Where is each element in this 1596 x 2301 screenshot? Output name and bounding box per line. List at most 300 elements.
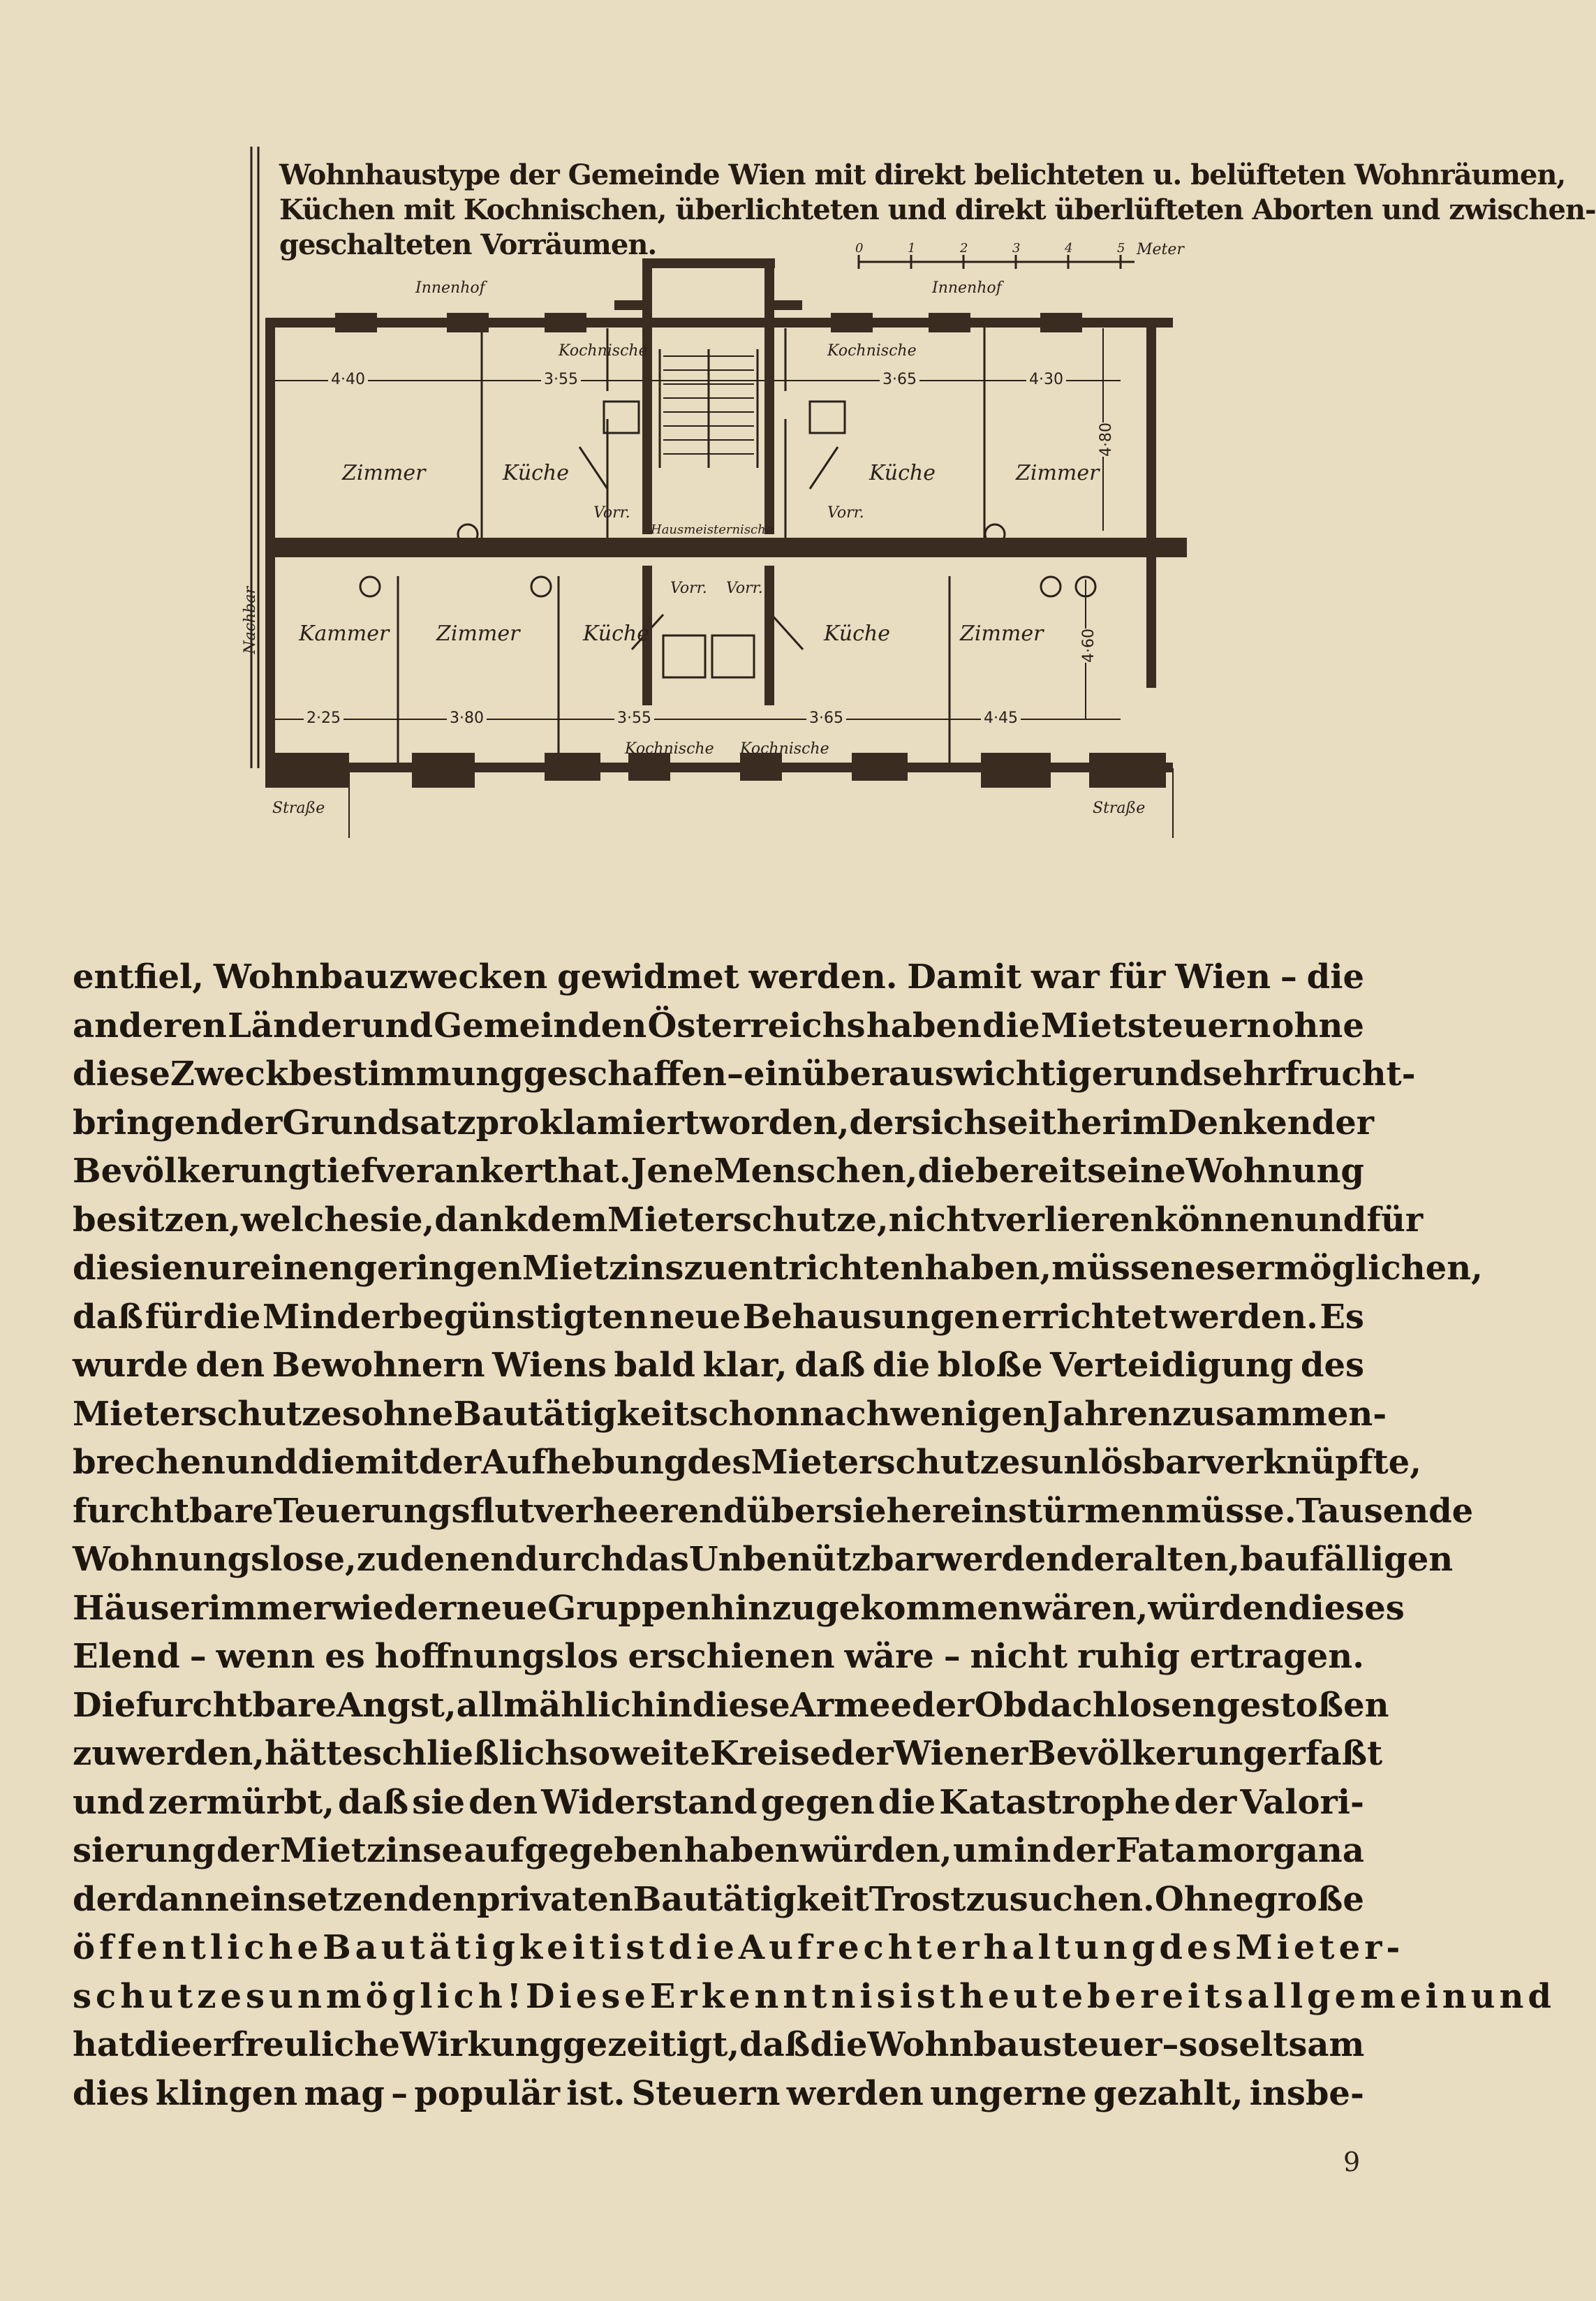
text-word: den (468, 1782, 538, 1822)
text-word: im (1119, 1103, 1168, 1142)
text-word: schon (689, 1394, 800, 1434)
text-word: Damit (907, 957, 1022, 997)
figure-caption-line: geschalteten Vorräumen. (279, 228, 657, 261)
text-word: es (1195, 1249, 1235, 1288)
text-word: die (297, 1443, 355, 1482)
text-word: nur (183, 1249, 250, 1288)
room-kueche-bottom-right: Küche (824, 622, 890, 646)
text-word: und (1470, 1976, 1556, 2016)
text-word: ermöglichen, (1234, 1249, 1483, 1288)
text-line (73, 1585, 1405, 1633)
text-word: ein (743, 1054, 802, 1094)
text-word: werden, (116, 1734, 265, 1773)
text-word: müsse. (1165, 1491, 1296, 1531)
text-word: hätte (265, 1734, 363, 1773)
dimension-label: 2·25 (304, 710, 343, 727)
text-word: dank (434, 1200, 528, 1240)
text-word: sich (911, 1103, 989, 1142)
text-word: eine (1106, 1152, 1186, 1191)
text-word: zermürbt, (148, 1782, 334, 1822)
text-word: daß (338, 1782, 409, 1822)
text-word: die (134, 2025, 192, 2064)
text-line (73, 1633, 1364, 1682)
text-word: besitzen, (73, 1200, 241, 1240)
text-word: Bautätigkeit (633, 1879, 869, 1919)
text-word: Gruppen (547, 1588, 711, 1628)
text-word: verheerend (534, 1491, 747, 1531)
text-word: schutzes (73, 1976, 269, 2016)
text-word: die (872, 1346, 931, 1385)
text-word: sie (130, 1249, 184, 1288)
text-word: überaus (801, 1054, 954, 1094)
text-word: des (1300, 1346, 1364, 1385)
text-word: können (1154, 1200, 1294, 1240)
text-word: einsetzenden (228, 1879, 477, 1919)
dimension-label: 3·55 (541, 371, 581, 388)
text-word: Mieterschutzes (73, 1394, 361, 1434)
text-word: Gemeinden (434, 1006, 647, 1045)
text-line (73, 953, 1364, 1002)
text-word: nach (799, 1394, 891, 1434)
dimension-label: 4·40 (328, 371, 368, 388)
text-word: daß (795, 1346, 866, 1385)
dimension-label: 4·60 (1077, 628, 1100, 663)
text-word: – (189, 1637, 207, 1676)
text-word: Mietsteuern (1040, 1006, 1271, 1045)
text-word: erfreuliche (191, 2025, 400, 2064)
text-word: geringen (353, 1249, 522, 1288)
text-word: Denken (1167, 1103, 1312, 1142)
text-line (73, 1390, 1387, 1439)
text-word: verankert (375, 1152, 558, 1191)
scale-tick: 4 (1065, 241, 1073, 256)
text-word: ertragen. (1189, 1637, 1364, 1676)
text-word: der (849, 1103, 912, 1142)
text-word: und (1130, 1054, 1203, 1094)
text-line (73, 1487, 1474, 1536)
text-line (73, 1244, 1483, 1293)
text-word: mag (304, 2073, 385, 2113)
text-word: zu (684, 1249, 727, 1288)
text-word: Es (1320, 1297, 1364, 1337)
text-word: wichtiger (953, 1054, 1131, 1094)
text-word: – (1162, 2025, 1179, 2064)
text-word: insbe- (1249, 2073, 1364, 2113)
text-word: die (203, 1297, 261, 1337)
figure-caption-line: Wohnhaustype der Gemeinde Wien mit direkt belichteten u. belüfteten Wohnräumen, (279, 159, 1566, 191)
text-word: Obdachlosen (974, 1685, 1217, 1725)
text-word: Mieterschutzes (751, 1443, 1040, 1482)
text-word: Jene (630, 1152, 714, 1191)
text-word: die (668, 1928, 739, 1967)
text-word: furchtbare (135, 1685, 337, 1725)
text-word: dieses (1287, 1588, 1405, 1628)
text-word: hinzugekommen (710, 1588, 1023, 1628)
text-word: Wohnungslose, (73, 1540, 357, 1579)
text-word: – (1280, 957, 1297, 997)
text-word: Wohnbauzwecken (213, 957, 548, 997)
text-word: gewidmet (557, 957, 739, 997)
text-word: der (1051, 1831, 1115, 1870)
room-kueche-top-right: Küche (869, 461, 936, 485)
text-word: Diese (525, 1976, 650, 2016)
text-word: ruhig (1077, 1637, 1180, 1676)
text-word: die (982, 1006, 1040, 1045)
text-word: Tausende (1296, 1491, 1474, 1531)
text-line (73, 1682, 1389, 1730)
text-word: die (917, 1152, 975, 1191)
text-word: Katastrophe (939, 1782, 1171, 1822)
text-line (73, 1924, 1405, 1973)
text-word: baufälligen (1240, 1540, 1454, 1579)
text-word: allgemein (1247, 1976, 1471, 2016)
text-word: und (360, 1006, 433, 1045)
text-word: der (73, 1879, 135, 1919)
text-word: brechen (73, 1443, 226, 1482)
text-word: die (878, 1782, 936, 1822)
vorraum-label: Vorr. (670, 580, 707, 597)
text-line (73, 1341, 1364, 1390)
text-word: Österreichs (647, 1006, 866, 1045)
text-word: zu (966, 1879, 1010, 1919)
page-number: 9 (1343, 2147, 1361, 2177)
room-kueche-top-left: Küche (503, 461, 569, 485)
text-word: wäre (844, 1637, 934, 1676)
text-line (73, 2021, 1364, 2070)
hausmeisternische-label: Hausmeisternische (651, 522, 774, 537)
text-word: welche (240, 1200, 370, 1240)
text-word: neue (649, 1297, 741, 1337)
text-word: haben (866, 1006, 982, 1045)
text-word: hereinstürmen (886, 1491, 1166, 1531)
text-word: hat. (557, 1152, 631, 1191)
text-line (73, 1050, 1416, 1099)
text-word: – (943, 1637, 961, 1676)
text-word: würden (1148, 1588, 1288, 1628)
text-word: und (73, 1782, 145, 1822)
text-word: seltsam (1220, 2025, 1365, 2064)
text-word: Wohnung (1185, 1152, 1364, 1191)
text-line (73, 1002, 1364, 1051)
text-word: zu (356, 1540, 400, 1579)
text-word: erfaßt (1266, 1734, 1383, 1773)
text-word: dann (135, 1879, 229, 1919)
text-word: seither (988, 1103, 1120, 1142)
text-word: Angst, (337, 1685, 457, 1725)
text-word: Aufhebung (481, 1443, 688, 1482)
text-word: sie (833, 1491, 887, 1531)
text-word: der (1070, 1540, 1133, 1579)
dimension-label: 4·30 (1026, 371, 1066, 388)
text-word: wieder (330, 1588, 457, 1628)
text-word: in (1014, 1831, 1051, 1870)
room-zimmer-top-right: Zimmer (1016, 461, 1100, 485)
text-word: sie (412, 1782, 465, 1822)
text-word: Mietzinse (279, 1831, 463, 1870)
text-word: einen (249, 1249, 354, 1288)
text-word: Kreise (709, 1734, 832, 1773)
text-word: Bevölkerung (1028, 1734, 1266, 1773)
text-word: weite (610, 1734, 710, 1773)
text-word: die (1306, 957, 1364, 997)
text-word: neue (456, 1588, 548, 1628)
text-word: unlösbar (1039, 1443, 1205, 1482)
text-word: – (391, 2073, 408, 2113)
text-word: furchtbare (73, 1491, 274, 1531)
text-word: errichtet (1001, 1297, 1168, 1337)
text-word: Menschen, (714, 1152, 918, 1191)
text-word: nicht (888, 1200, 987, 1240)
text-word: Bautätigkeit (323, 1928, 609, 1967)
scale-tick: 0 (855, 241, 864, 256)
text-line (73, 1536, 1454, 1585)
text-word: bereits (975, 1152, 1107, 1191)
text-word: so (569, 1734, 611, 1773)
text-word: aufgegeben (464, 1831, 684, 1870)
text-word: Widerstand (541, 1782, 758, 1822)
text-word: der (216, 1831, 279, 1870)
text-word: Minderbegünstigten (262, 1297, 648, 1337)
strasse-right-label: Straße (1093, 800, 1146, 817)
figure-caption (279, 158, 1596, 263)
text-word: für (1366, 1200, 1424, 1240)
text-word: hoffnungslos (374, 1637, 619, 1676)
text-word: Mietzins (522, 1249, 684, 1288)
text-word: werden. (1169, 1297, 1318, 1337)
text-word: suchen. (1009, 1879, 1155, 1919)
text-word: Fata (1115, 1831, 1197, 1870)
text-word: heute (959, 1976, 1088, 2016)
text-word: für (145, 1297, 202, 1337)
text-word: ist (609, 1928, 669, 1967)
scale-tick: 1 (908, 241, 916, 256)
dimension-label: 3·65 (880, 371, 919, 388)
text-word: morgana (1197, 1831, 1364, 1870)
text-word: Häuser (73, 1588, 209, 1628)
text-word: hat (73, 2025, 135, 2064)
text-word: verknüpfte, (1204, 1443, 1421, 1482)
text-word: gezahlt, (1093, 2073, 1243, 2113)
text-word: so (1178, 2025, 1220, 2064)
text-word: es (325, 1637, 365, 1676)
text-word: Wirkung (399, 2025, 563, 2064)
text-word: des (1159, 1928, 1236, 1967)
text-word: unmöglich! (269, 1976, 526, 2016)
text-word: Steuern (631, 2073, 781, 2113)
text-line (73, 1147, 1364, 1196)
text-word: große (1254, 1879, 1364, 1919)
text-line (73, 1196, 1424, 1245)
text-word: über (746, 1491, 834, 1531)
text-line (73, 1876, 1364, 1925)
text-line (73, 1730, 1383, 1779)
text-word: wenn (216, 1637, 316, 1676)
text-word: Mieter- (1235, 1928, 1405, 1967)
text-word: würden, (800, 1831, 952, 1870)
text-word: öffentliche (73, 1928, 323, 1967)
text-word: sehr (1202, 1054, 1285, 1094)
text-word: diese (73, 1054, 170, 1094)
text-word: der (1311, 1103, 1375, 1142)
text-word: gegen (760, 1782, 875, 1822)
dimension-label: 4·45 (981, 710, 1021, 727)
text-word: den (195, 1346, 265, 1385)
innenhof-left-label: Innenhof (415, 279, 485, 297)
text-word: frucht- (1285, 1054, 1416, 1094)
text-word: Wien (1175, 957, 1271, 997)
text-word: Aufrechterhaltung (738, 1928, 1160, 1967)
text-line (73, 1973, 1556, 2022)
text-line (73, 1779, 1364, 1828)
vorraum-label: Vorr. (726, 580, 763, 597)
text-word: Ohne (1154, 1879, 1255, 1919)
text-word: Bewohnern (272, 1346, 485, 1385)
text-word: ist. (566, 2073, 626, 2113)
text-word: Bevölkerung (73, 1152, 311, 1191)
text-word: ist (899, 1976, 960, 2016)
text-word: dem (527, 1200, 607, 1240)
text-word: Wiens (492, 1346, 607, 1385)
text-word: durch (515, 1540, 626, 1579)
text-word: ohne (360, 1394, 454, 1434)
text-line (73, 1439, 1421, 1487)
room-zimmer-top-left: Zimmer (342, 461, 426, 485)
text-word: wären, (1022, 1588, 1148, 1628)
text-word: klingen (155, 2073, 298, 2113)
text-word: Trost (869, 1879, 966, 1919)
text-word: ohne (1271, 1006, 1364, 1045)
text-word: Elend (73, 1637, 180, 1676)
text-word: proklamiert (475, 1103, 700, 1142)
text-line (73, 2070, 1364, 2119)
text-word: werden (786, 2073, 924, 2113)
text-word: bereits (1087, 1976, 1248, 2016)
text-word: der (831, 1734, 894, 1773)
text-word: bringender (73, 1103, 283, 1142)
text-word: wenigen (890, 1394, 1047, 1434)
text-word: klar, (702, 1346, 788, 1385)
text-word: das (625, 1540, 689, 1579)
text-word: immer (208, 1588, 331, 1628)
text-line (73, 1293, 1364, 1342)
text-word: Bautätigkeit (453, 1394, 690, 1434)
nachbar-label: Nachbar (242, 587, 259, 654)
text-word: mit (355, 1443, 419, 1482)
floor-plan-figure (242, 140, 1596, 852)
text-word: nicht (970, 1637, 1068, 1676)
text-word: allmählich (456, 1685, 656, 1725)
kochnische-label: Kochnische (740, 740, 829, 758)
room-kueche-bottom-left: Küche (583, 622, 649, 646)
vorraum-label: Vorr. (593, 504, 630, 522)
text-word: der (912, 1685, 975, 1725)
text-word: um (953, 1831, 1013, 1870)
text-line (73, 1099, 1375, 1148)
text-word: die (810, 2025, 868, 2064)
text-word: Wiener (893, 1734, 1028, 1773)
dimension-label: 3·55 (614, 710, 654, 727)
text-word: gezeitigt, (563, 2025, 740, 2064)
text-word: anderen (73, 1006, 227, 1045)
text-word: sierung (73, 1831, 216, 1870)
text-word: Teuerungsflut (273, 1491, 535, 1531)
text-word: privaten (477, 1879, 633, 1919)
text-word: Verteidigung (1050, 1346, 1294, 1385)
text-word: haben (684, 1831, 799, 1870)
text-word: entrichten (727, 1249, 925, 1288)
text-word: der (1174, 1782, 1237, 1822)
text-word: daß (739, 2025, 811, 2064)
text-word: zu (73, 1734, 117, 1773)
text-word: für (1109, 957, 1166, 997)
text-word: müssen (1051, 1249, 1195, 1288)
innenhof-right-label: Innenhof (932, 279, 1002, 297)
text-word: denen (399, 1540, 515, 1579)
text-word: diese (692, 1685, 790, 1725)
text-word: sie, (369, 1200, 435, 1240)
text-word: Valori- (1240, 1782, 1364, 1822)
text-word: Jahren (1047, 1394, 1172, 1434)
text-word: entfiel, (73, 957, 204, 997)
text-word: erschienen (628, 1637, 835, 1676)
scale-tick: 5 (1117, 241, 1125, 256)
text-word: alten, (1132, 1540, 1241, 1579)
text-word: des (687, 1443, 751, 1482)
scale-tick: 3 (1012, 241, 1021, 256)
text-word: Armee (790, 1685, 912, 1725)
text-word: Behausungen (742, 1297, 1000, 1337)
text-word: Wohnbausteuer (867, 2025, 1162, 2064)
scale-tick: 2 (960, 241, 968, 256)
scale-label: Meter (1137, 241, 1184, 258)
body-text (73, 953, 1556, 2118)
text-word: Mieterschutze, (607, 1200, 889, 1240)
text-word: populär (414, 2073, 560, 2113)
text-word: war (1031, 957, 1100, 997)
text-word: Grundsatz (282, 1103, 476, 1142)
text-word: zusammen- (1172, 1394, 1387, 1434)
text-word: – (726, 1054, 744, 1094)
figure-caption-line: Küchen mit Kochnischen, überlichteten und direkt überlüfteten Aborten und zwischen- (279, 193, 1596, 226)
kochnische-label: Kochnische (625, 740, 714, 758)
dimension-label: 3·80 (447, 710, 487, 727)
text-word: bald (614, 1346, 695, 1385)
text-word: schließlich (362, 1734, 570, 1773)
vorraum-label: Vorr. (827, 504, 864, 522)
text-word: wurde (73, 1346, 189, 1385)
text-word: und (225, 1443, 298, 1482)
kochnische-label: Kochnische (559, 342, 648, 360)
text-word: bloße (937, 1346, 1043, 1385)
room-zimmer-bottom-right: Zimmer (960, 622, 1044, 646)
text-word: daß (73, 1297, 144, 1337)
text-word: in (655, 1685, 693, 1725)
text-word: Die (73, 1685, 136, 1725)
text-word: Unbenützbarwerden (688, 1540, 1071, 1579)
text-word: werden. (748, 957, 898, 997)
dimension-label: 3·65 (806, 710, 846, 727)
text-word: dies (73, 2073, 149, 2113)
text-word: gestoßen (1216, 1685, 1389, 1725)
text-word: worden, (700, 1103, 850, 1142)
kochnische-label: Kochnische (827, 342, 917, 360)
text-word: die (73, 1249, 131, 1288)
text-word: Länder (228, 1006, 360, 1045)
text-word: der (418, 1443, 482, 1482)
text-line (73, 1827, 1364, 1876)
text-word: tief (311, 1152, 376, 1191)
text-word: haben, (924, 1249, 1052, 1288)
